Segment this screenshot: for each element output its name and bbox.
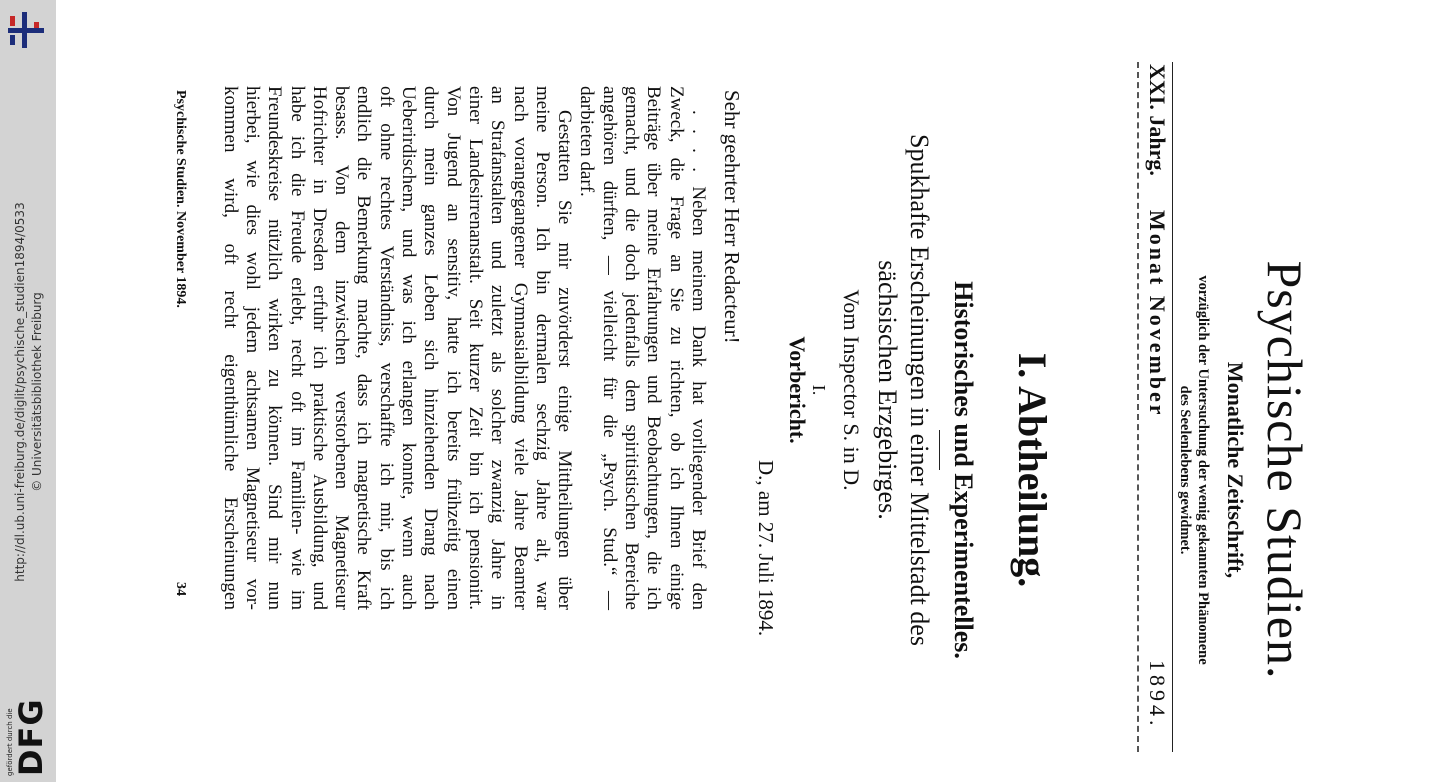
body-line: . . . . Neben meinem Dank hat vorliegender Brief den	[688, 110, 709, 610]
body-line: habe ich die Freude erlebt, recht oft im Familien- wie im	[286, 86, 308, 610]
body-line: Gestatten Sie mir zuvörderst einige Mittheilungen über	[554, 110, 576, 610]
body-line: Ueberirdischem, und was ich erlangen konnte, wenn auch	[398, 86, 420, 610]
issue-month: Monat November	[1145, 210, 1170, 418]
body-line: Beiträge über meine Erfahrungen und Beobachtungen, die ich	[643, 86, 665, 610]
article-title-line-1: Spukhafte Erscheinungen in einer Mittelstadt des	[905, 134, 934, 646]
body-line: gemacht, und die doch jedenfalls dem spiritistischen Bereiche	[621, 86, 643, 610]
body-line: an Strafanstalten und zuletzt als solcher zwanzig Jahre in	[487, 86, 509, 610]
body-line: darbieten darf.	[576, 86, 598, 197]
article-title-line-2: sächsischen Erzgebirges.	[873, 260, 902, 520]
page-footer-citation: Psychische Studien. November 1894.	[173, 90, 188, 308]
body-line: Von Jugend an sensitiv, hatte ich bereits frühzeitig einen	[442, 86, 464, 610]
volume-label: XXI. Jahrg.	[1145, 64, 1170, 176]
page-number: 34	[173, 582, 188, 596]
journal-title: Psychische Studien.	[1257, 260, 1313, 680]
body-line: nach vorangegangener Gymnasialbildung viele Jahre Beamter	[509, 86, 531, 610]
issue-year: 1894.	[1145, 660, 1170, 730]
body-line: durch mein ganzes Leben sich hinziehenden Drang nach	[420, 86, 442, 610]
journal-subtitle: Monatliche Zeitschrift,	[1223, 361, 1248, 579]
body-line: Hofrichter in Dresden erfuhr ich praktische Ausbildung, und	[308, 86, 330, 610]
body-line: besass. Von dem inzwischen verstorbenen Magnetiseur	[331, 86, 353, 610]
part-numeral: I.	[809, 384, 829, 396]
body-line: Freundeskreise nützlich wirken zu können. Sind mir nun	[264, 86, 286, 610]
document-url-link[interactable]: http://dl.ub.uni-freiburg.de/diglit/psychische_studien1894/0533	[13, 202, 27, 582]
body-line: hierbei, wie dies wohl jedem achtsamen Magnetiseur vor-	[242, 86, 263, 610]
body-line: oft ohne rechtes Verständniss, verschaffte ich mir, bis ich	[375, 86, 397, 610]
body-line: meine Person. Ich bin dermalen sechzig Jahre alt, war	[531, 86, 553, 610]
body-line: einer Landesirrenanstalt. Seit kurzer Zeit bin ich pensionirt.	[465, 86, 486, 610]
section-title: I. Abtheilung.	[1010, 352, 1055, 588]
dedication-line-1: vorzüglich der Untersuchung der wenig gekannten Phänomene	[1195, 275, 1211, 665]
sponsor-note: gefördert durch die	[6, 708, 14, 776]
body-line: endlich die Bemerkung machte, dass ich magnetische Kraft	[353, 86, 375, 610]
copyright-notice: © Universitätsbibliothek Freiburg	[30, 292, 44, 492]
salutation: Sehr geehrter Herr Redacteur!	[720, 90, 744, 344]
dfg-wordmark: DFG	[12, 698, 50, 776]
body-line: kommen wird, oft recht eigenthümliche Erscheinungen	[219, 86, 241, 610]
body-line: angehören dürften, — vielleicht für die „Psych. Stud.“ —	[598, 86, 620, 610]
dateline: D., am 27. Juli 1894.	[754, 460, 778, 637]
section-subtitle: Historisches und Experimentelles.	[949, 281, 978, 659]
part-title: Vorbericht.	[785, 336, 810, 444]
body-line: Zweck, die Frage an Sie zu richten, ob ich Ihnen einige	[665, 86, 687, 610]
dedication-line-2: des Seelenlebens gewidmet.	[1177, 385, 1193, 555]
article-author: Vom Inspector S. in D.	[839, 289, 864, 491]
